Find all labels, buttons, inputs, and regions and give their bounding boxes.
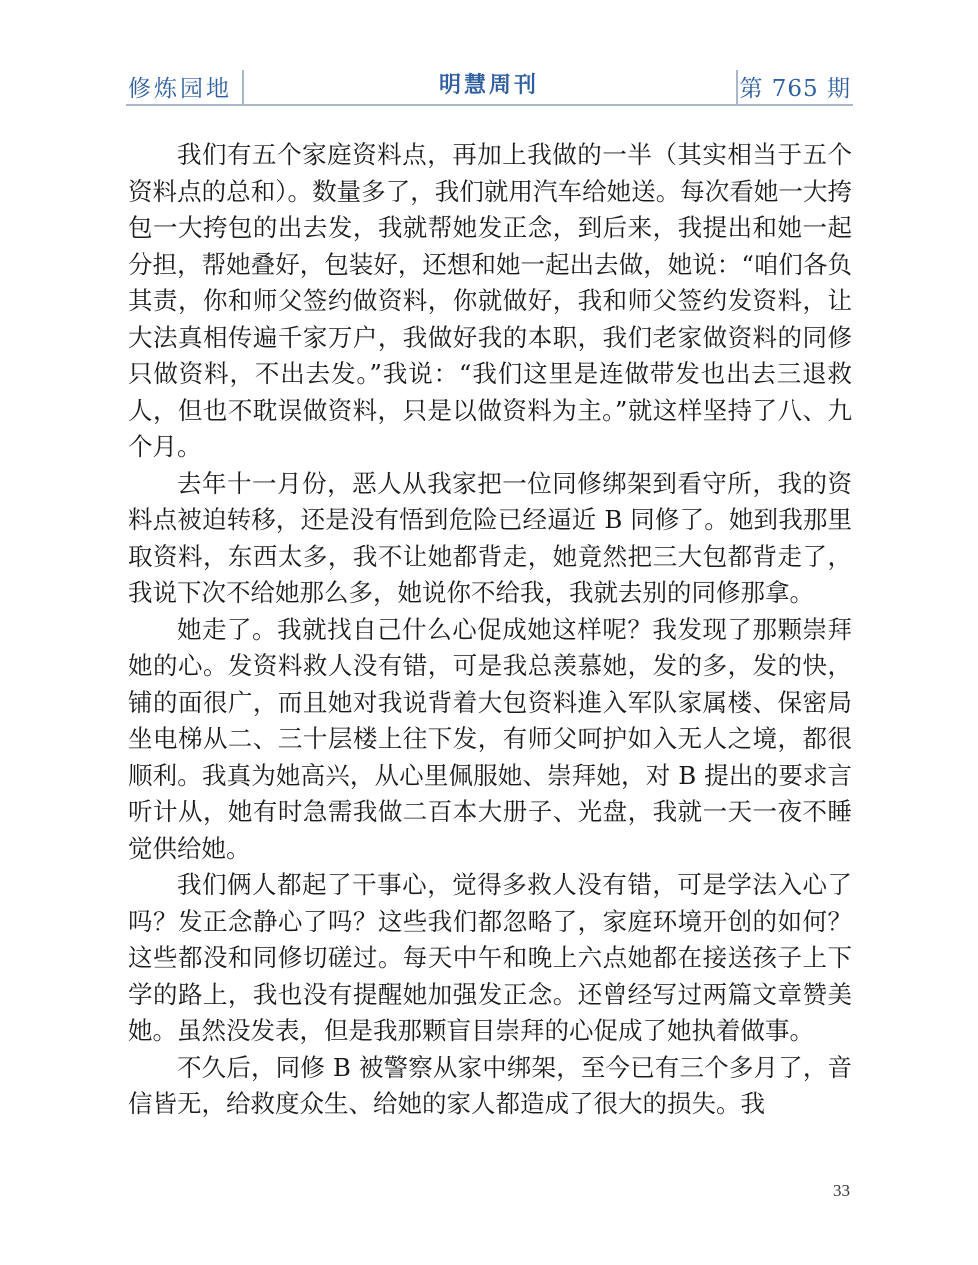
header-rule	[126, 104, 853, 106]
publication-title: 明慧周刊	[438, 73, 539, 98]
paragraph: 不久后，同修 B 被警察从家中绑架，至今已有三个多月了，音信皆无，给救度众生、给她的家人都造成了很大的损失。我	[128, 1052, 852, 1118]
page-number: 33	[833, 1181, 850, 1200]
paragraph: 我们有五个家庭资料点，再加上我做的一半（其实相当于五个资料点的总和）。数量多了，我们就用汽车给她送。每次看她一大挎包一大挎包的出去发，我就帮她发正念，到后来，我提出和她一起分担，帮她叠好，包装好，还想和她一起出去做，她说：“咱们各负其责，你和师父签约做资料，你就做好，我和师父签约发资料，让大法真相传遍千家万户，我做好我的本职，我们老家做资料的同修只做资料，不出去发。”我说：“我们这里是连做带发也出去三退救人，但也不耽误做资料，只是以做资料为主。”就这样坚持了八、九个月。	[128, 140, 852, 461]
paragraph: 去年十一月份，恶人从我家把一位同修绑架到看守所，我的资料点被迫转移，还是没有悟到危险已经逼近 B 同修了。她到我那里取资料，东西太多，我不让她都背走，她竟然把三大包都背走了，我说下次不给她那么多，她说你不给我，我就去别的同修那拿。	[128, 468, 852, 607]
page-header	[126, 66, 853, 106]
paragraph: 我们俩人都起了干事心，觉得多救人没有错，可是学法入心了吗？发正念静心了吗？这些我们都忽略了，家庭环境开创的如何？这些都没和同修切磋过。每天中午和晚上六点她都在接送孩子上下学的路上，我也没有提醒她加强发正念。还曾经写过两篇文章赞美她。虽然没发表，但是我那颗盲目崇拜的心促成了她执着做事。	[128, 870, 852, 1045]
section-title: 修炼园地	[128, 76, 232, 102]
header-divider-right	[736, 70, 738, 106]
paragraph: 她走了。我就找自己什么心促成她这样呢？我发现了那颗崇拜她的心。发资料救人没有错，可是我总羡慕她，发的多，发的快，铺的面很广，而且她对我说背着大包资料進入军队家属楼、保密局坐电梯从二、三十层楼上往下发，有师父呵护如入无人之境，都很顺利。我真为她高兴，从心里佩服她、崇拜她，对 B 提出的要求言听计从，她有时急需我做二百本大册子、光盘，我就一天一夜不睡觉供给她。	[128, 614, 852, 863]
issue-number: 第 765 期	[739, 76, 851, 102]
article-body	[128, 137, 852, 1123]
